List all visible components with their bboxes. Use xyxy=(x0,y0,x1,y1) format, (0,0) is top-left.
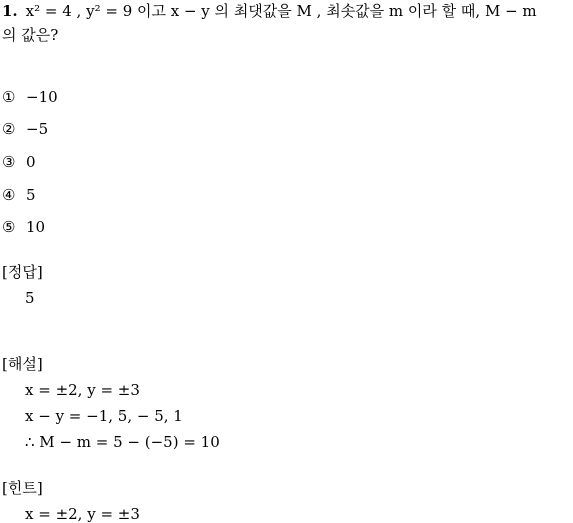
question-text-line1 xyxy=(2,2,537,20)
choice-1-marker: ① xyxy=(2,88,16,106)
choice-3-marker: ③ xyxy=(2,153,16,171)
question-text-line2: 의 값은? xyxy=(2,26,59,44)
choice-1-value: −10 xyxy=(26,88,58,106)
question-number: 1. xyxy=(2,2,18,20)
choice-1 xyxy=(2,88,58,106)
choice-3 xyxy=(2,153,36,171)
choice-4 xyxy=(2,186,36,204)
answer-value: 5 xyxy=(25,289,35,307)
choice-2-marker: ② xyxy=(2,120,16,138)
explanation-line-1: x = ±2, y = ±3 xyxy=(25,381,140,399)
choice-3-value: 0 xyxy=(26,153,36,171)
choice-5-marker: ⑤ xyxy=(2,218,16,236)
choice-4-value: 5 xyxy=(26,186,36,204)
hint-label: [힌트] xyxy=(2,479,43,497)
hint-line-1: x = ±2, y = ±3 xyxy=(25,505,140,523)
choice-2-value: −5 xyxy=(26,120,49,138)
question-stem: x² = 4 , y² = 9 이고 x − y 의 최댓값을 M , 최솟값을 m 이라 할 때, M − m xyxy=(25,2,537,20)
explanation-line-3: ∴ M − m = 5 − (−5) = 10 xyxy=(25,433,220,451)
explanation-line-2: x − y = −1, 5, − 5, 1 xyxy=(25,407,183,425)
answer-label: [정답] xyxy=(2,263,43,281)
choice-5-value: 10 xyxy=(26,218,46,236)
choice-4-marker: ④ xyxy=(2,186,16,204)
choice-5 xyxy=(2,218,45,236)
choice-2 xyxy=(2,120,48,138)
explanation-label: [해설] xyxy=(2,355,43,373)
